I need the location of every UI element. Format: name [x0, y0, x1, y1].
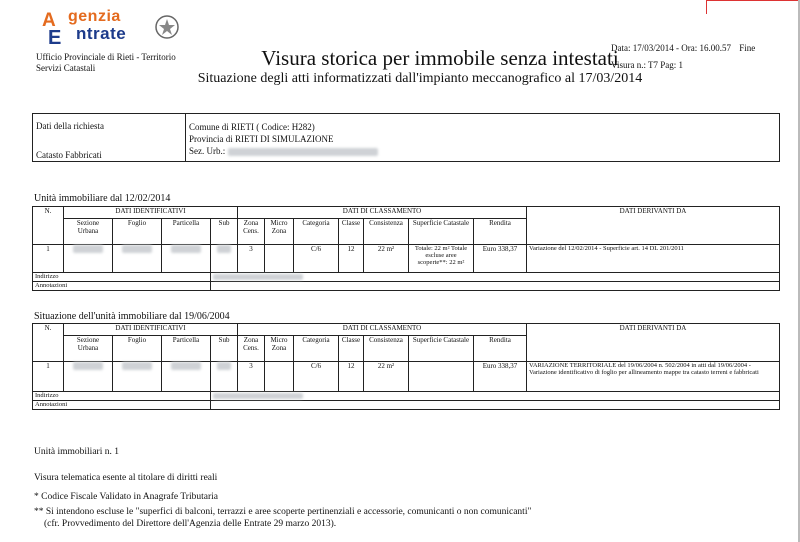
request-box	[32, 113, 780, 162]
redacted-value	[228, 148, 378, 156]
date-time: Data: 17/03/2014 - Ora: 16.00.57	[611, 43, 731, 53]
section-heading-2: Situazione dell'unità immobiliare dal 19/06/2004	[34, 311, 230, 322]
svg-text:E: E	[48, 27, 62, 48]
agenzia-entrate-logo	[36, 8, 166, 48]
state-emblem-icon	[154, 14, 180, 40]
document-subtitle: Situazione degli atti informatizzati dall'impianto meccanografico al 17/03/2014	[197, 71, 643, 86]
provincia: Provincia di RIETI DI SIMULAZIONE	[189, 134, 334, 144]
window-corner	[706, 0, 798, 14]
table-row: 1 3 C/6 12 22 m² Totale: 22 m² Totale escluse aree scoperte**: 22 m² Euro 338,37 Variazione del 12/02/2014 - Superficie art. 14 DL 201/2011	[33, 245, 780, 273]
codice-fiscale-note: * Codice Fiscale Validato in Anagrafe Tributaria	[34, 492, 218, 502]
logo-text-entrate: ntrate	[76, 24, 127, 43]
document-title: Visura storica per immobile senza intestati	[261, 46, 619, 70]
request-label: Dati della richiesta	[36, 121, 104, 131]
svg-text:A: A	[42, 10, 56, 31]
unit-table-1: N. DATI IDENTIFICATIVI DATI DI CLASSAMENTO DATI DERIVANTI DA Sezione Urbana Foglio Particella Sub Zona Cens. Micro Zona Categoria Classe Consistenza Superficie Catastale Rendita 1 3 C/6 12 22 m² Totale: 22 m² Totale escluse aree scoperte**: 22 m² Euro 338,37 Variazione del 12/02/2014 - Superficie art. 14 DL 201/2011 Indirizzo Annotazioni	[32, 206, 780, 291]
office-info: Ufficio Provinciale di Rieti - Territorio Servizi Catastali	[36, 52, 176, 73]
sez-urb-label: Sez. Urb.:	[189, 146, 226, 156]
unit-table-2: N. DATI IDENTIFICATIVI DATI DI CLASSAMENTO DATI DERIVANTI DA Sezione Urbana Foglio Particella Sub Zona Cens. Micro Zona Categoria Classe Consistenza Superficie Catastale Rendita 1 3 C/6 12 22 m² Euro 338,37 VARIAZIONE TERRITORIALE del 19/06/2004 n. 502/2004 in atti dal 19/06/2004 - Variazione identificativo di foglio per allineamento mappe tra catasto terreni e fabbricati Indirizzo Annotazioni	[32, 323, 780, 410]
section-heading-1: Unità immobiliare dal 12/02/2014	[34, 193, 171, 204]
table-row: 1 3 C/6 12 22 m² Euro 338,37 VARIAZIONE TERRITORIALE del 19/06/2004 n. 502/2004 in atti dal 19/06/2004 - Variazione identificativo di foglio per allineamento mappe tra catasto terreni e fabbricati	[33, 362, 780, 392]
superfici-note: ** Si intendono escluse le "superfici di balconi, terrazzi e aree scoperte pertinenziali e accessorie, comunicanti o non comunicanti" (cfr. Provvedimento del Direttore dell'Agenzia delle Entrate 29 marzo 2013).	[34, 507, 532, 529]
telematica-note: Visura telematica esente al titolare di diritti reali	[34, 473, 218, 483]
units-count: Unità immobiliari n. 1	[34, 447, 119, 457]
catasto-label: Catasto Fabbricati	[36, 150, 102, 160]
comune: Comune di RIETI ( Codice: H282)	[189, 122, 315, 132]
document-meta	[611, 40, 761, 74]
visura-number: Visura n.: T7 Pag: 1	[611, 60, 684, 70]
logo-text-agenzia: genzia	[68, 8, 121, 25]
fine-label: Fine	[739, 43, 756, 53]
